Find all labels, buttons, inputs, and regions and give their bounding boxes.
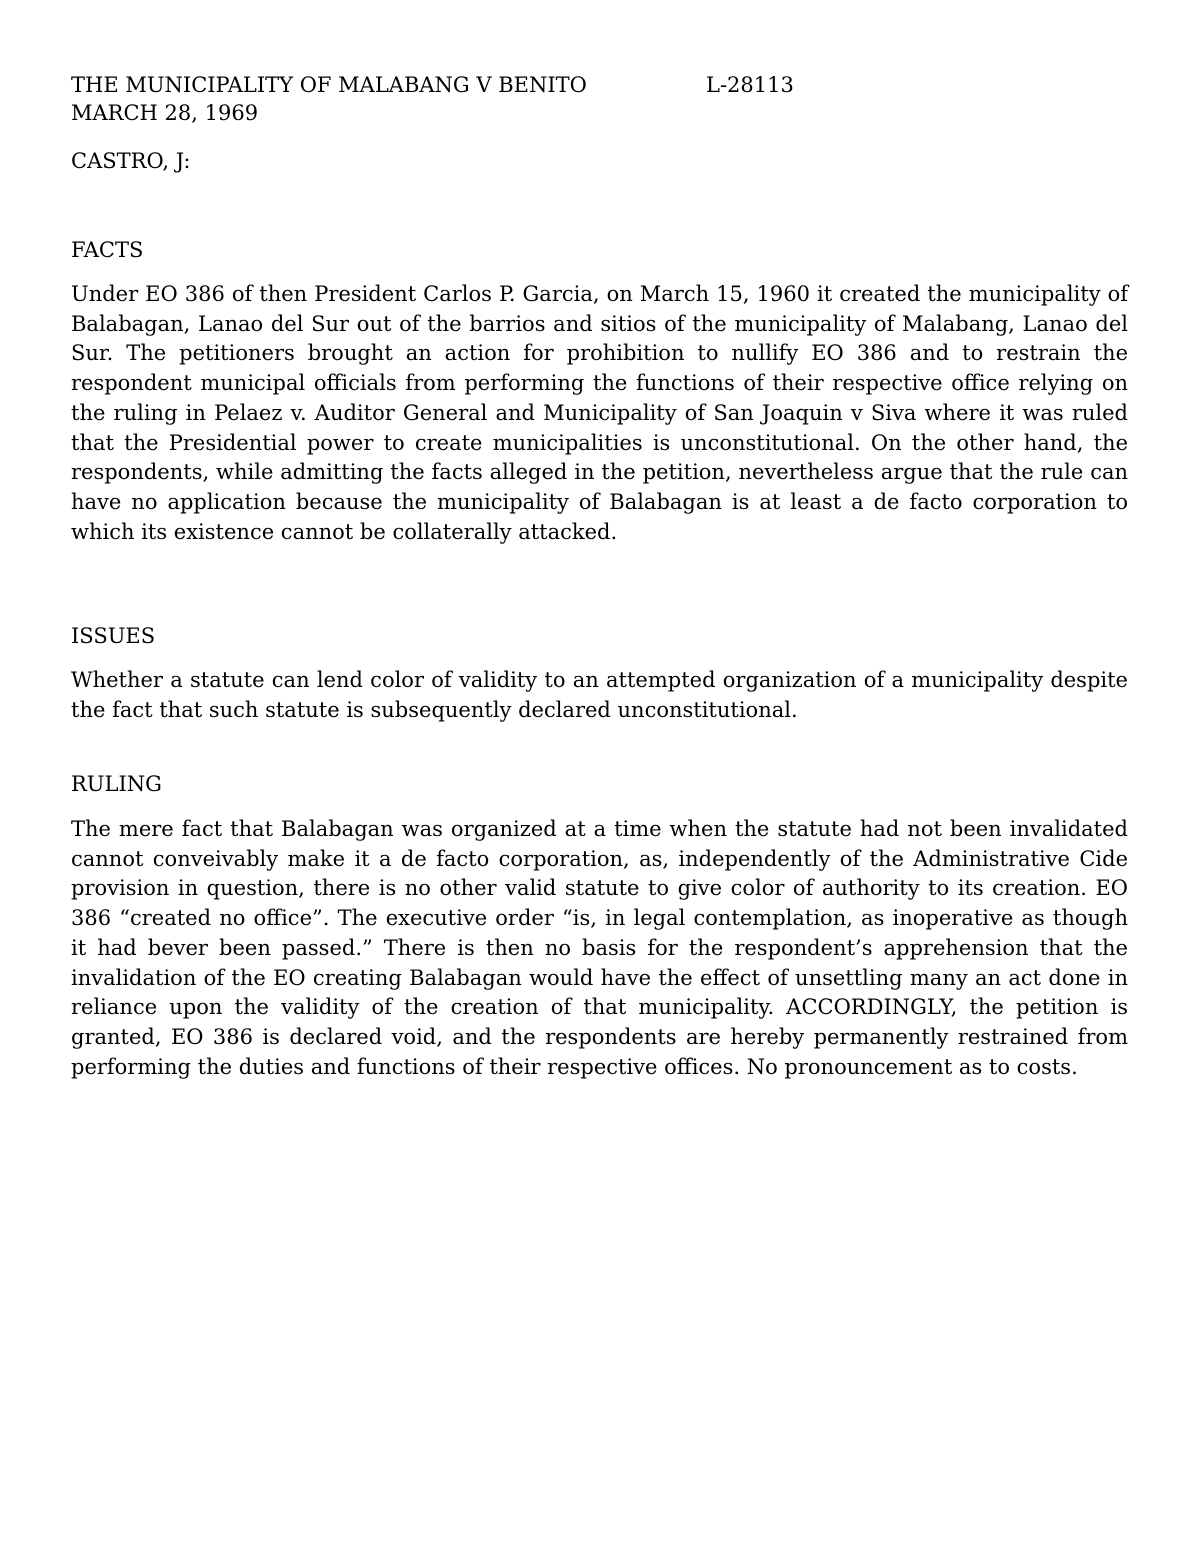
issues-paragraph: Whether a statute can lend color of validity to an attempted organization of a municipality despite the fact that such statute is subsequently declared unconstitutional. (71, 668, 1128, 722)
case-number: L-28113 (706, 73, 794, 97)
ruling-heading: RULING (71, 772, 162, 796)
facts-heading: FACTS (71, 238, 144, 262)
facts-paragraph: Under EO 386 of then President Carlos P. Garcia, on March 15, 1960 it created the municipality of Balabagan, Lanao del Sur out of the barrios and sitios of the municipality of Malabang, Lanao del Sur. The petitioners brought an action for prohibition to nullify EO 386 and to restrain the respondent municipal officials from performing the functions of their respective office relying on the ruling in Pelaez v. Auditor General and Municipality of San Joaquin v Siva where it was ruled that the Presidential power to create municipalities is unconstitutional. On the other hand, the respondents, while admitting the facts alleged in the petition, nevertheless argue that the rule can have no application because the municipality of Balabagan is at least a de facto corporation to which its existence cannot be collaterally attacked. (71, 282, 1128, 544)
ponente: CASTRO, J: (71, 149, 191, 173)
decision-date: MARCH 28, 1969 (71, 101, 259, 125)
issues-heading: ISSUES (71, 624, 156, 648)
case-title: THE MUNICIPALITY OF MALABANG V BENITO (71, 73, 587, 97)
ruling-paragraph: The mere fact that Balabagan was organized at a time when the statute had not been invalidated cannot conveivably make it a de facto corporation, as, independently of the Administrative Cide provision in question, there is no other valid statute to give color of authority to its creation. EO 386 “created no office”. The executive order “is, in legal contemplation, as inoperative as though it had bever been passed.” There is then no basis for the respondent’s apprehension that the invalidation of the EO creating Balabagan would have the effect of unsettling many an act done in reliance upon the validity of the creation of that municipality. ACCORDINGLY, the petition is granted, EO 386 is declared void, and the respondents are hereby permanently restrained from performing the duties and functions of their respective offices. No pronouncement as to costs. (71, 817, 1128, 1079)
